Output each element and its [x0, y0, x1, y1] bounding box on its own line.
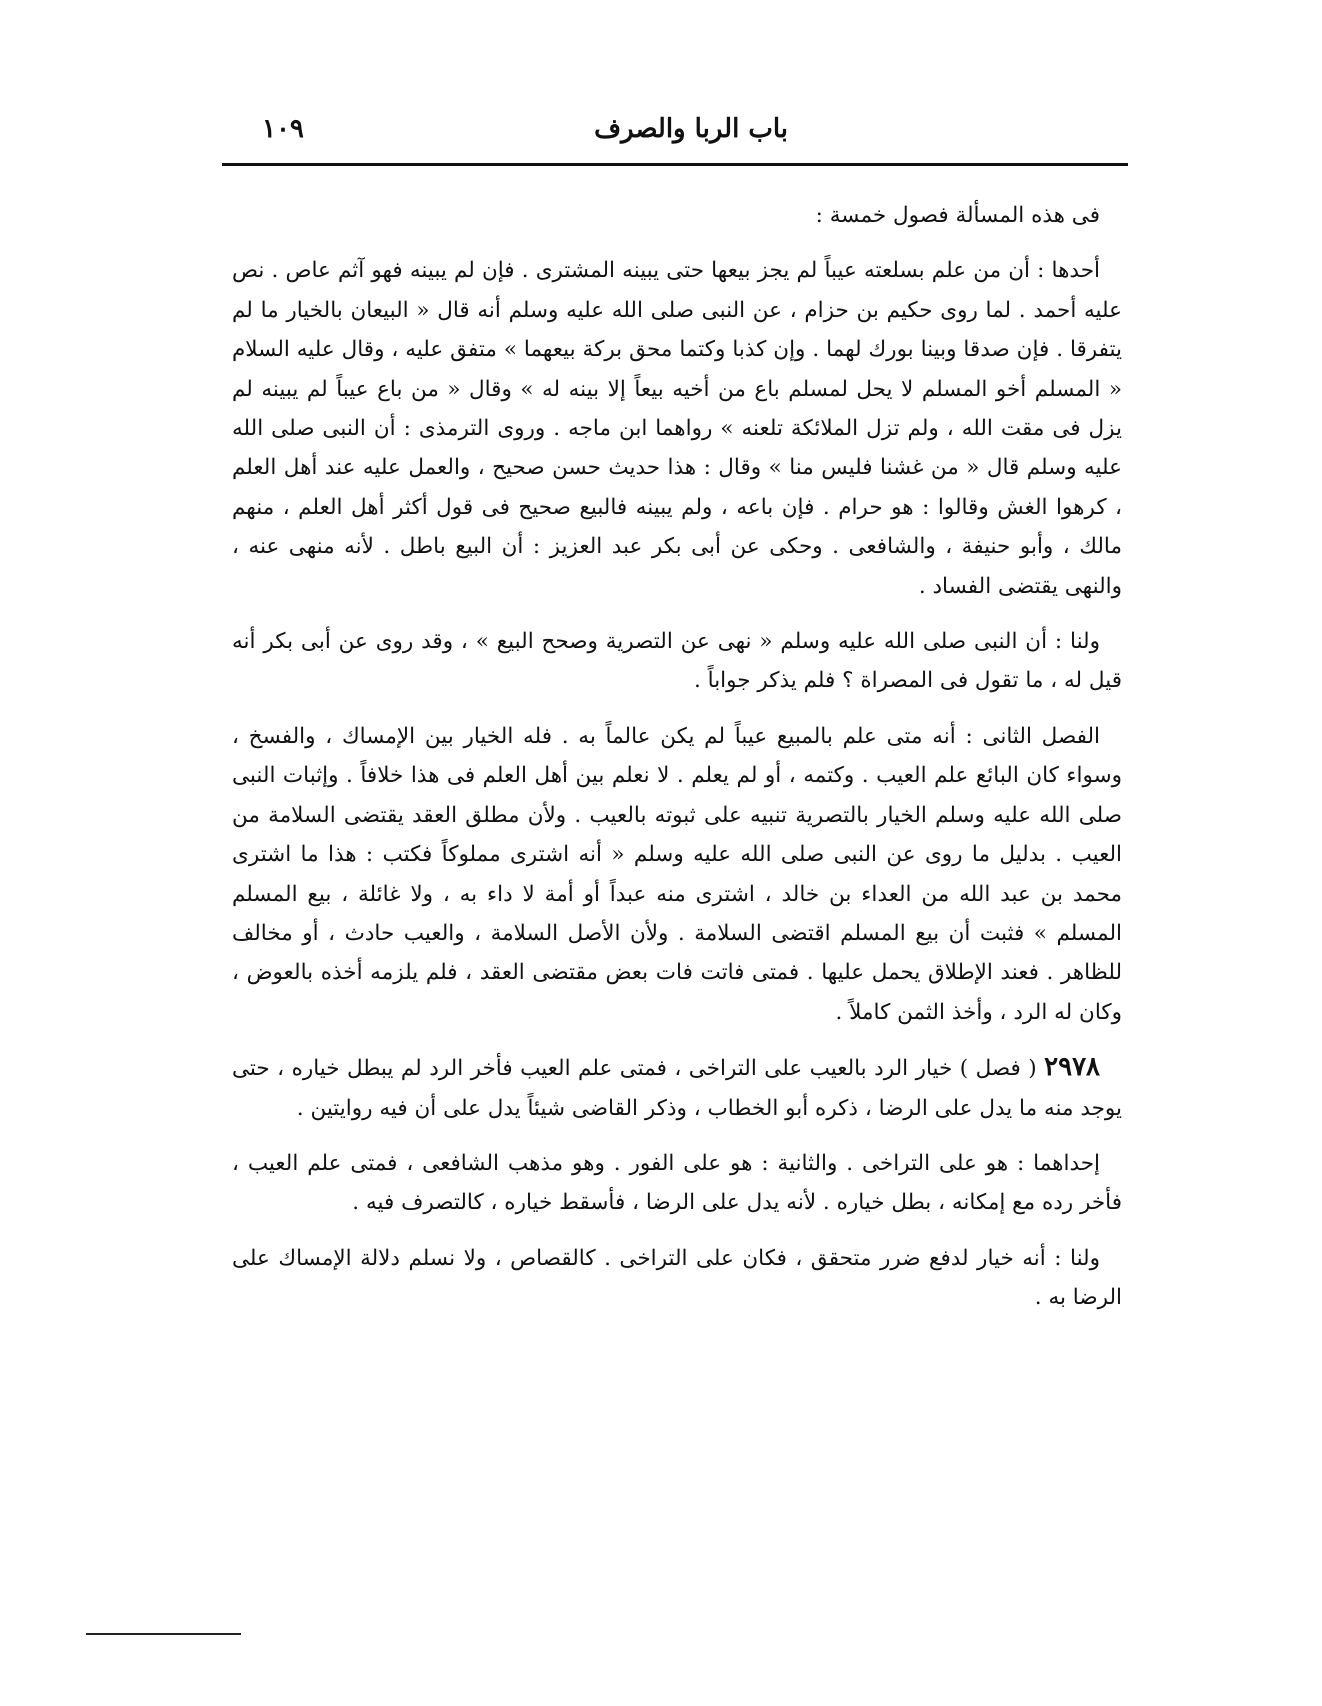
section-text: ( فصل ) خيار الرد بالعيب على التراخى ، فمتى علم العيب فأخر الرد لم يبطل خياره ، حتى يوجد منه ما يدل على الرضا ، ذكره أبو الخطاب ، وذكر القاضى شيئاً يدل على أن فيه روايتين . — [232, 1056, 1122, 1121]
page-number: ١٠٩ — [262, 114, 304, 144]
paragraph-section — [232, 1048, 1122, 1128]
page-header — [222, 108, 1128, 164]
running-title: باب الربا والصرف — [594, 114, 788, 144]
paragraph-two-narrations: إحداهما : هو على التراخى . والثانية : هو على الفور . وهو مذهب الشافعى ، فمتى علم العيب ، فأخر رده مع إمكانه ، بطل خياره . لأنه يدل على الرضا ، فأسقط خياره ، كالتصرف فيه . — [232, 1150, 1122, 1216]
section-number: ٢٩٧٨ — [1044, 1052, 1100, 1083]
footnote-rule — [86, 1633, 241, 1635]
paragraph-second-chapter: الفصل الثانى : أنه متى علم بالمبيع عيباً لم يكن عالماً به . فله الخيار بين الإمساك ، والفسخ ، وسواء كان البائع علم العيب . وكتمه ، أو لم يعلم . لا نعلم بين أهل العلم فى هذا خلافاً . وإثبات النبى صلى الله عليه وسلم الخيار بالتصرية تنبيه على ثبوته بالعيب . ولأن مطلق العقد يقتضى السلامة من العيب . بدليل ما روى عن النبى صلى الله عليه وسلم « أنه اشترى مملوكاً فكتب : هذا ما اشترى محمد بن عبد الله من العداء بن خالد ، اشترى منه عبداً أو أمة لا داء به ، ولا غائلة ، بيع المسلم المسلم » فثبت أن بيع المسلم اقتضى السلامة . ولأن الأصل السلامة ، والعيب حادث ، أو مخالف للظاهر . فعند الإطلاق يحمل عليها . فمتى فاتت فات بعض مقتضى العقد ، فلم يلزمه أخذه بالعوض ، وكان له الرد ، وأخذ الثمن كاملاً . — [232, 723, 1122, 1025]
header-rule — [222, 163, 1128, 166]
body-text — [232, 196, 1122, 1334]
paragraph-first-chapter: أحدها : أن من علم بسلعته عيباً لم يجز بيعها حتى يبينه المشترى . فإن لم يبينه فهو آثم عاص . نص عليه أحمد . لما روى حكيم بن حزام ، عن النبى صلى الله عليه وسلم أنه قال « البيعان بالخيار ما لم يتفرقا . فإن صدقا وبينا بورك لهما . وإن كذبا وكتما محق بركة بيعهما » متفق عليه ، وقال عليه السلام « المسلم أخو المسلم لا يحل لمسلم باع من أخيه بيعاً إلا بينه له » وقال « من باع عيباً لم يبينه لم يزل فى مقت الله ، ولم تزل الملائكة تلعنه » رواهما ابن ماجه . وروى الترمذى : أن النبى صلى الله عليه وسلم قال « من غشنا فليس منا » وقال : هذا حديث حسن صحيح ، والعمل عليه عند أهل العلم ، كرهوا الغش وقالوا : هو حرام . فإن باعه ، ولم يبينه فالبيع صحيح فى قول أكثر أهل العلم ، منهم مالك ، وأبو حنيفة ، والشافعى . وحكى عن أبى بكر عبد العزيز : أن البيع باطل . لأنه منهى عنه ، والنهى يقتضى الفساد . — [232, 258, 1122, 599]
paragraph-our-proof: ولنا : أن النبى صلى الله عليه وسلم « نهى عن التصرية وصحح البيع » ، وقد روى عن أبى بكر أنه قيل له ، ما تقول فى المصراة ؟ فلم يذكر جواباً . — [232, 629, 1122, 694]
paragraph-intro: فى هذه المسألة فصول خمسة : — [815, 203, 1100, 228]
paragraph-conclusion: ولنا : أنه خيار لدفع ضرر متحقق ، فكان على التراخى . كالقصاص ، ولا نسلم دلالة الإمساك على الرضا به . — [232, 1245, 1122, 1311]
